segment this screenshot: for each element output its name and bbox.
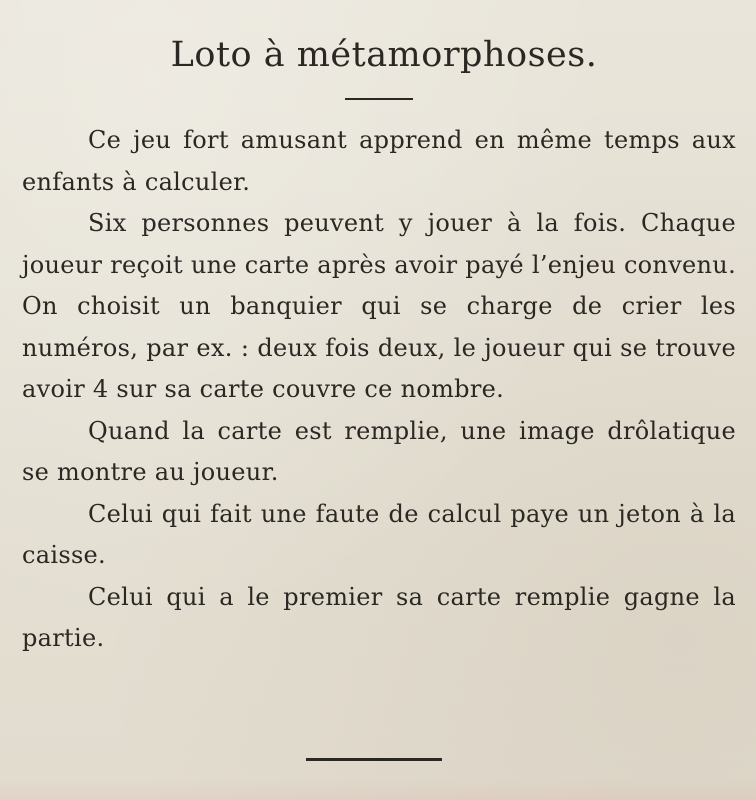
paragraph-3: Quand la carte est remplie, une image drôlatique se montre au joueur. — [22, 416, 736, 486]
body-text — [22, 120, 736, 660]
paragraph-5: Celui qui a le premier sa carte remplie gagne la partie. — [22, 582, 736, 652]
paragraph-2: Six personnes peuvent y jouer à la fois. Chaque joueur reçoit une carte après avoir payé l’enjeu convenu. On choisit un banquier qui se charge de crier les numéros, par ex. : deux fois deux, le joueur qui se trouve avoir 4 sur sa carte couvre ce nombre. — [22, 209, 736, 403]
end-divider — [306, 758, 442, 761]
title-divider — [345, 98, 413, 100]
paragraph-1: Ce jeu fort amusant apprend en même temps aux enfants à calculer. — [22, 126, 736, 196]
page-title: Loto à métamorphoses. — [170, 35, 598, 75]
paragraph-4: Celui qui fait une faute de calcul paye un jeton à la caisse. — [22, 499, 736, 569]
paper-stain — [0, 778, 756, 800]
